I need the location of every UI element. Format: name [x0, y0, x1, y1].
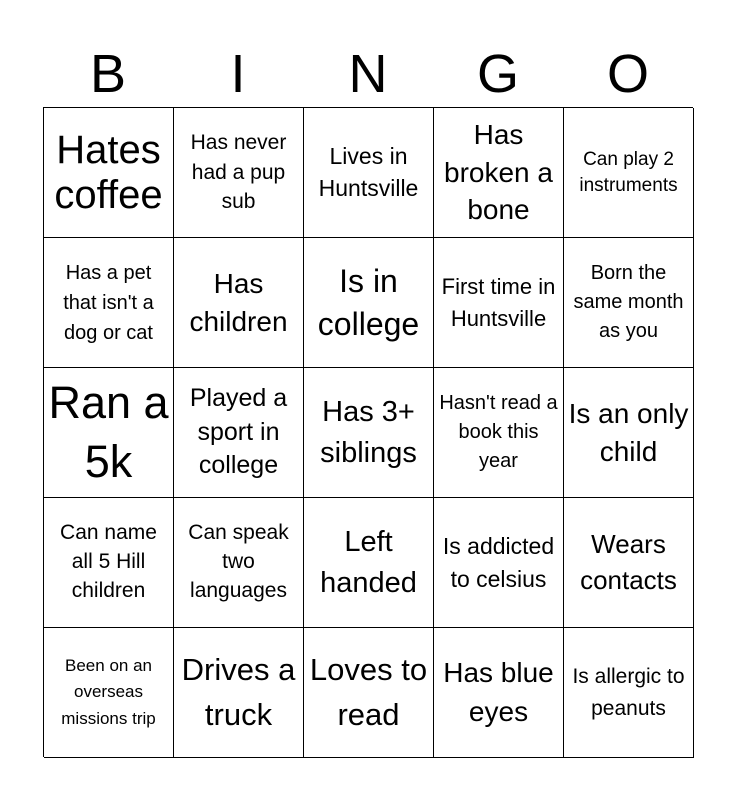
bingo-cell[interactable] — [174, 498, 304, 628]
bingo-grid — [43, 107, 693, 757]
bingo-cell[interactable] — [304, 498, 434, 628]
bingo-cell[interactable] — [44, 108, 174, 238]
cell-text: Left handed — [320, 526, 417, 599]
bingo-cell[interactable] — [44, 368, 174, 498]
cell-text: Can play 2 instruments — [579, 148, 678, 196]
bingo-cell[interactable] — [434, 368, 564, 498]
bingo-cell[interactable] — [304, 368, 434, 498]
cell-text: Loves to read — [309, 651, 428, 732]
cell-text: First time in Huntsville — [441, 274, 556, 331]
bingo-cell[interactable] — [434, 498, 564, 628]
cell-text: Has 3+ siblings — [320, 395, 417, 469]
cell-text: Is in college — [317, 263, 420, 342]
cell-text: Wears contacts — [580, 529, 677, 595]
bingo-cell[interactable] — [44, 238, 174, 368]
bingo-cell[interactable] — [174, 238, 304, 368]
cell-text: Born the same month as you — [573, 262, 684, 342]
bingo-cell[interactable] — [564, 628, 694, 758]
bingo-cell[interactable] — [174, 368, 304, 498]
bingo-cell[interactable] — [44, 498, 174, 628]
header-letter-o: O — [606, 44, 649, 104]
header-letter-b: B — [89, 44, 127, 104]
cell-text: Ran a 5k — [48, 377, 169, 487]
cell-text: Lives in Huntsville — [318, 143, 419, 201]
header-letter-n: N — [348, 44, 388, 104]
bingo-cell[interactable] — [434, 238, 564, 368]
bingo-cell[interactable] — [564, 238, 694, 368]
cell-text: Hasn't read a book this year — [439, 392, 558, 472]
bingo-cell[interactable] — [564, 108, 694, 238]
cell-text: Has children — [189, 267, 288, 337]
cell-text: Has a pet that isn't a dog or cat — [63, 261, 154, 344]
cell-text: Played a sport in college — [189, 383, 288, 480]
cell-text: Is addicted to celsius — [442, 532, 555, 592]
cell-text: Been on an overseas missions trip — [61, 655, 156, 728]
cell-text: Is allergic to peanuts — [572, 665, 685, 720]
bingo-cell[interactable] — [304, 238, 434, 368]
bingo-cell[interactable] — [44, 628, 174, 758]
cell-text: Can speak two languages — [188, 521, 289, 602]
cell-text: Is an only child — [568, 397, 689, 467]
cell-text: Has blue eyes — [443, 656, 554, 727]
bingo-cell[interactable] — [174, 628, 304, 758]
bingo-cell[interactable] — [564, 368, 694, 498]
bingo-cell[interactable] — [434, 108, 564, 238]
header-letter-i: I — [230, 44, 246, 104]
bingo-header — [43, 40, 693, 108]
bingo-cell[interactable] — [304, 108, 434, 238]
bingo-cell[interactable] — [304, 628, 434, 758]
header-letter-g: G — [476, 44, 519, 104]
bingo-cell[interactable] — [564, 498, 694, 628]
cell-text: Drives a truck — [181, 651, 296, 732]
cell-text: Hates coffee — [54, 127, 163, 217]
bingo-cell[interactable] — [174, 108, 304, 238]
bingo-cell[interactable] — [434, 628, 564, 758]
cell-text: Can name all 5 Hill children — [60, 521, 157, 602]
cell-text: Has never had a pup sub — [190, 131, 287, 214]
cell-text: Has broken a bone — [444, 118, 553, 226]
